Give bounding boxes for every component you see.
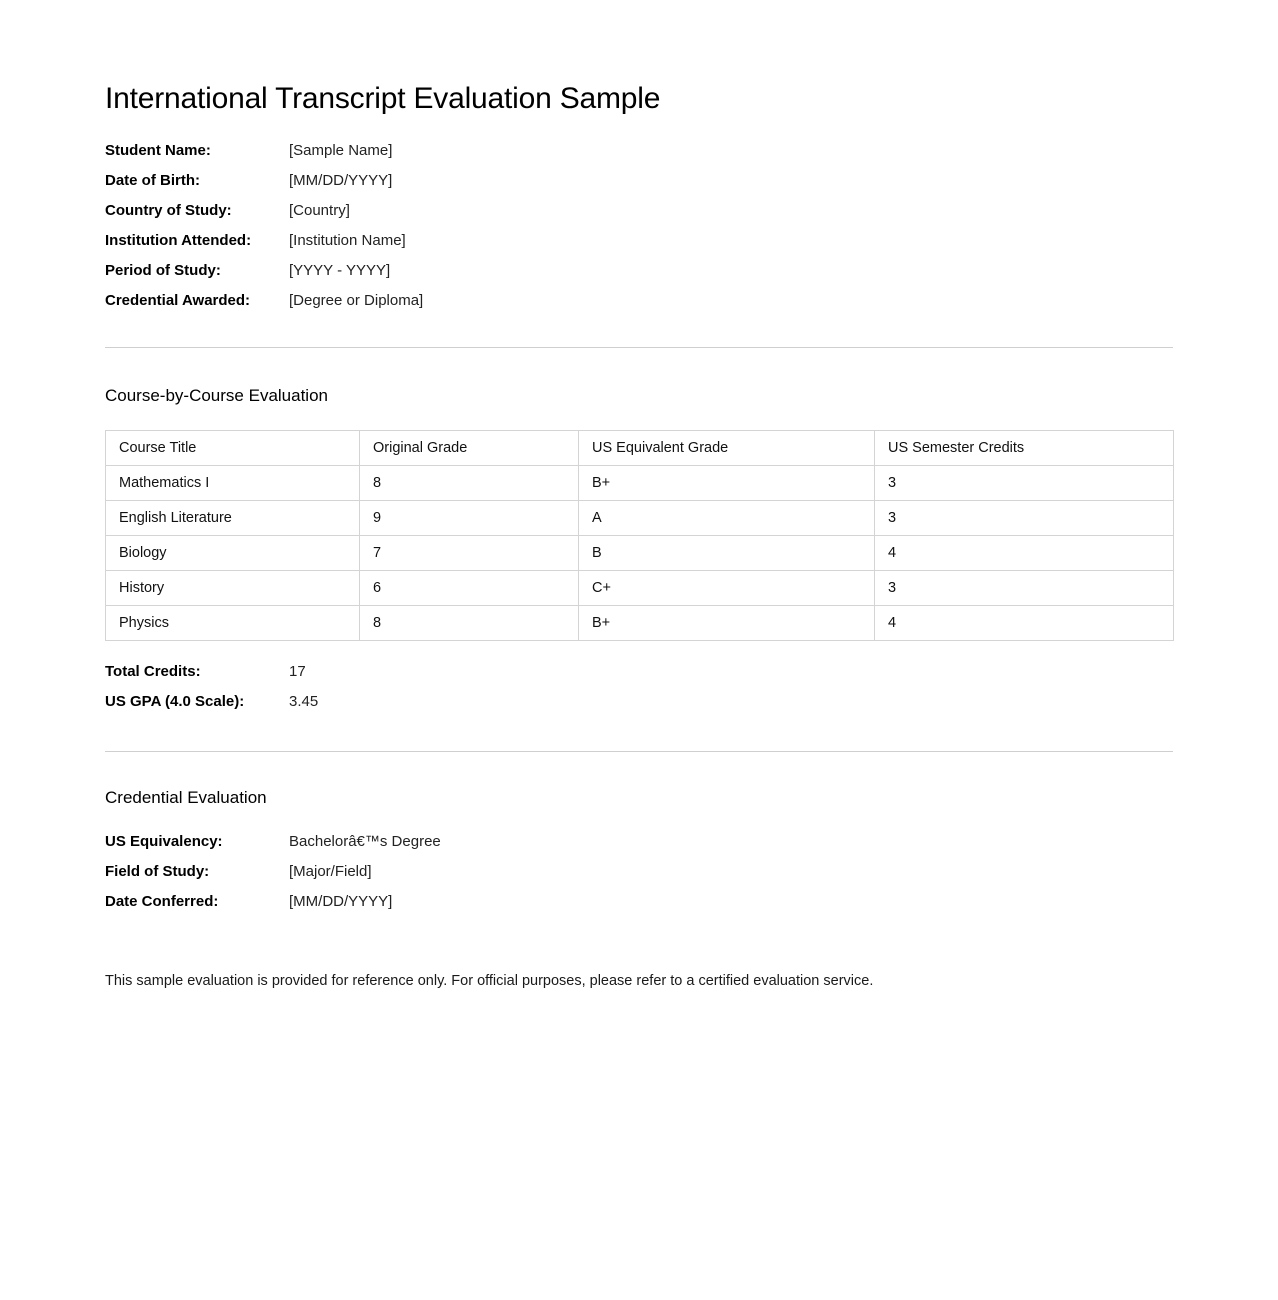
info-row-us-gpa (105, 693, 1173, 723)
cell-course-title: History (106, 571, 360, 606)
info-row-period-of-study (105, 262, 1173, 292)
totals-block (105, 663, 1173, 723)
cell-us-semester-credits: 4 (875, 606, 1174, 641)
info-label: Field of Study: (105, 863, 210, 880)
course-evaluation-table (105, 430, 1174, 641)
info-row-institution-attended (105, 232, 1173, 262)
table-row (106, 571, 1174, 606)
table-row (106, 606, 1174, 641)
cell-us-equivalent-grade: A (579, 501, 875, 536)
cell-original-grade: 9 (360, 501, 579, 536)
cell-us-semester-credits: 3 (875, 571, 1174, 606)
info-label: US Equivalency: (105, 833, 223, 850)
info-row-student-name (105, 142, 1173, 172)
info-value: Bachelorâ€™s Degree (289, 833, 441, 850)
document-content (105, 0, 1173, 991)
cell-us-equivalent-grade: C+ (579, 571, 875, 606)
cell-original-grade: 6 (360, 571, 579, 606)
cell-original-grade: 7 (360, 536, 579, 571)
table-row (106, 536, 1174, 571)
student-info-block (105, 142, 1173, 322)
cell-us-equivalent-grade: B (579, 536, 875, 571)
info-label: Student Name: (105, 142, 211, 159)
info-value: [MM/DD/YYYY] (289, 893, 393, 910)
table-header-row (106, 431, 1174, 466)
column-header-original-grade: Original Grade (360, 431, 579, 466)
info-label: Total Credits: (105, 663, 201, 680)
table-row (106, 466, 1174, 501)
cell-original-grade: 8 (360, 606, 579, 641)
info-value: [Degree or Diploma] (289, 292, 424, 309)
page-title: International Transcript Evaluation Sample (105, 82, 661, 115)
column-header-us-semester-credits: US Semester Credits (875, 431, 1174, 466)
cell-course-title: Physics (106, 606, 360, 641)
info-row-field-of-study (105, 863, 1173, 893)
info-value: [YYYY - YYYY] (289, 262, 391, 279)
info-label: Date Conferred: (105, 893, 219, 910)
section-heading-credential-evaluation: Credential Evaluation (105, 788, 267, 807)
info-value: [Institution Name] (289, 232, 406, 249)
info-value: [MM/DD/YYYY] (289, 172, 393, 189)
info-label: Date of Birth: (105, 172, 200, 189)
credential-info-block (105, 833, 1173, 923)
cell-us-semester-credits: 3 (875, 466, 1174, 501)
info-label: US GPA (4.0 Scale): (105, 693, 245, 710)
info-row-date-of-birth (105, 172, 1173, 202)
info-row-credential-awarded (105, 292, 1173, 322)
disclaimer-note: This sample evaluation is provided for reference only. For official purposes, please refer to a certified evaluation service. (105, 973, 874, 989)
info-value: [Sample Name] (289, 142, 393, 159)
cell-original-grade: 8 (360, 466, 579, 501)
column-header-us-equivalent-grade: US Equivalent Grade (579, 431, 875, 466)
info-row-us-equivalency (105, 833, 1173, 863)
info-row-date-conferred (105, 893, 1173, 923)
cell-us-equivalent-grade: B+ (579, 466, 875, 501)
cell-us-semester-credits: 4 (875, 536, 1174, 571)
info-value: [Major/Field] (289, 863, 372, 880)
section-heading-course-evaluation: Course-by-Course Evaluation (105, 386, 328, 405)
info-label: Period of Study: (105, 262, 221, 279)
info-row-total-credits (105, 663, 1173, 693)
cell-us-equivalent-grade: B+ (579, 606, 875, 641)
info-value: 17 (289, 663, 306, 680)
info-value: [Country] (289, 202, 350, 219)
info-label: Institution Attended: (105, 232, 252, 249)
info-label: Country of Study: (105, 202, 232, 219)
cell-course-title: English Literature (106, 501, 360, 536)
info-row-country-of-study (105, 202, 1173, 232)
column-header-course-title: Course Title (106, 431, 360, 466)
cell-us-semester-credits: 3 (875, 501, 1174, 536)
info-value: 3.45 (289, 693, 319, 710)
info-label: Credential Awarded: (105, 292, 251, 309)
cell-course-title: Biology (106, 536, 360, 571)
cell-course-title: Mathematics I (106, 466, 360, 501)
table-row (106, 501, 1174, 536)
